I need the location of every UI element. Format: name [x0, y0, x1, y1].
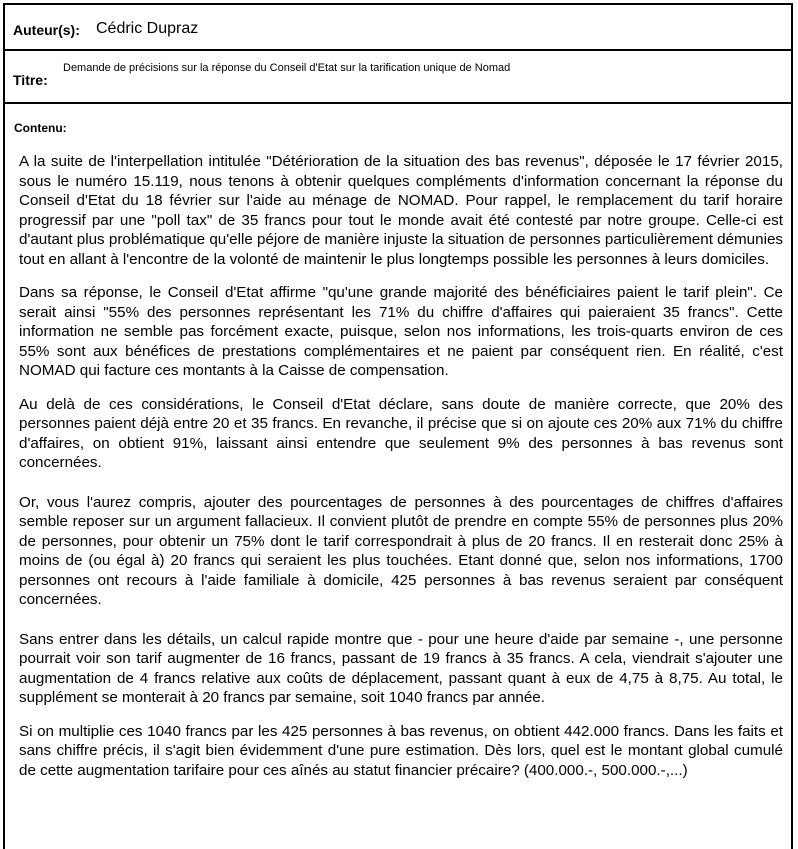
document-form — [3, 3, 793, 849]
content-paragraph: Au delà de ces considérations, le Conseil d'Etat déclare, sans doute de manière correcte, que 20% des personnes paient déjà entre 20 et 35 francs. En revanche, il précise que si on ajoute ces 20% aux 71% du chiffre d'affaires, on obtient 91%, laissant ainsi entendre que seulement 9% des personnes à bas revenus sont concernées. — [19, 395, 783, 471]
content-paragraph: Sans entrer dans les détails, un calcul rapide montre que - pour une heure d'aide par semaine -, une personne pourrait voir son tarif augmenter de 16 francs, passant de 19 francs à 35 francs. A cela, viendrait s'ajouter une augmentation de 4 francs relative aux coûts de déplacement, passant quant à eux de 4,75 à 8,75. Au total, le supplément se monterait à 20 francs par semaine, soit 1040 francs par année. — [19, 630, 783, 706]
author-row — [5, 5, 791, 51]
content-paragraph: Or, vous l'aurez compris, ajouter des pourcentages de personnes à des pourcentages de chiffres d'affaires semble reposer sur un argument fallacieux. Il convient plutôt de prendre en compte 55% de personnes plus 20% de personnes, pour obtenir un 75% dont le tarif correspondrait à plus de 20 francs. Il en resterait donc 25% à moins de (ou égal à) 20 francs qui seraient les plus touchées. Etant donné que, selon nos informations, 1700 personnes ont recours à l'aide familiale à domicile, 425 personnes à bas revenus seraient par conséquent concernées. — [19, 493, 783, 608]
content-paragraph: Si on multiplie ces 1040 francs par les 425 personnes à bas revenus, on obtient 442.000 francs. Dans les faits et sans chiffre précis, il s'agit bien évidemment d'une pure estimation. Dès lors, quel est le montant global cumulé de cette augmentation tarifaire pour ces aînés au statut financier précaire? (400.000.-, 500.000.-,...) — [19, 722, 783, 779]
content-paragraph: A la suite de l'interpellation intitulée "Détérioration de la situation des bas revenus", déposée le 17 février 2015, sous le numéro 15.119, nous tenons à obtenir quelques compléments d'information concernant la réponse du Conseil d'Etat du 18 février sur l'aide au ménage de NOMAD. Pour rappel, le remplacement du tarif horaire progressif par une "poll tax" de 35 francs pour tout le monde avait été contesté par notre groupe. Celle-ci est d'autant plus problématique qu'elle péjore de manière injuste la situation de personnes particulièrement démunies tout en allant à l'encontre de la volonté de maintenir le plus longtemps possible les personnes à leurs domiciles. — [19, 153, 783, 268]
title-label: Titre: — [13, 72, 48, 88]
title-value: Demande de précisions sur la réponse du Conseil d'Etat sur la tarification unique de Nomad — [63, 62, 511, 74]
content-label: Contenu: — [14, 121, 67, 135]
author-value: Cédric Dupraz — [96, 20, 199, 37]
content-body — [19, 152, 783, 794]
content-paragraph: Dans sa réponse, le Conseil d'Etat affirme "qu'une grande majorité des bénéficiaires paient le tarif plein". Ce serait ainsi "55% des personnes représentant les 71% du chiffre d'affaires qui paieraient 35 francs". Cette information ne semble pas forcément exacte, puisque, selon nos informations, les trois-quarts environ de ces 55% sont aux bénéfices de prestations complémentaires et ne paient par conséquent rien. En réalité, c'est NOMAD qui facture ces montants à la Caisse de compensation. — [19, 284, 783, 379]
title-row — [5, 51, 791, 104]
author-label: Auteur(s): — [13, 22, 80, 38]
